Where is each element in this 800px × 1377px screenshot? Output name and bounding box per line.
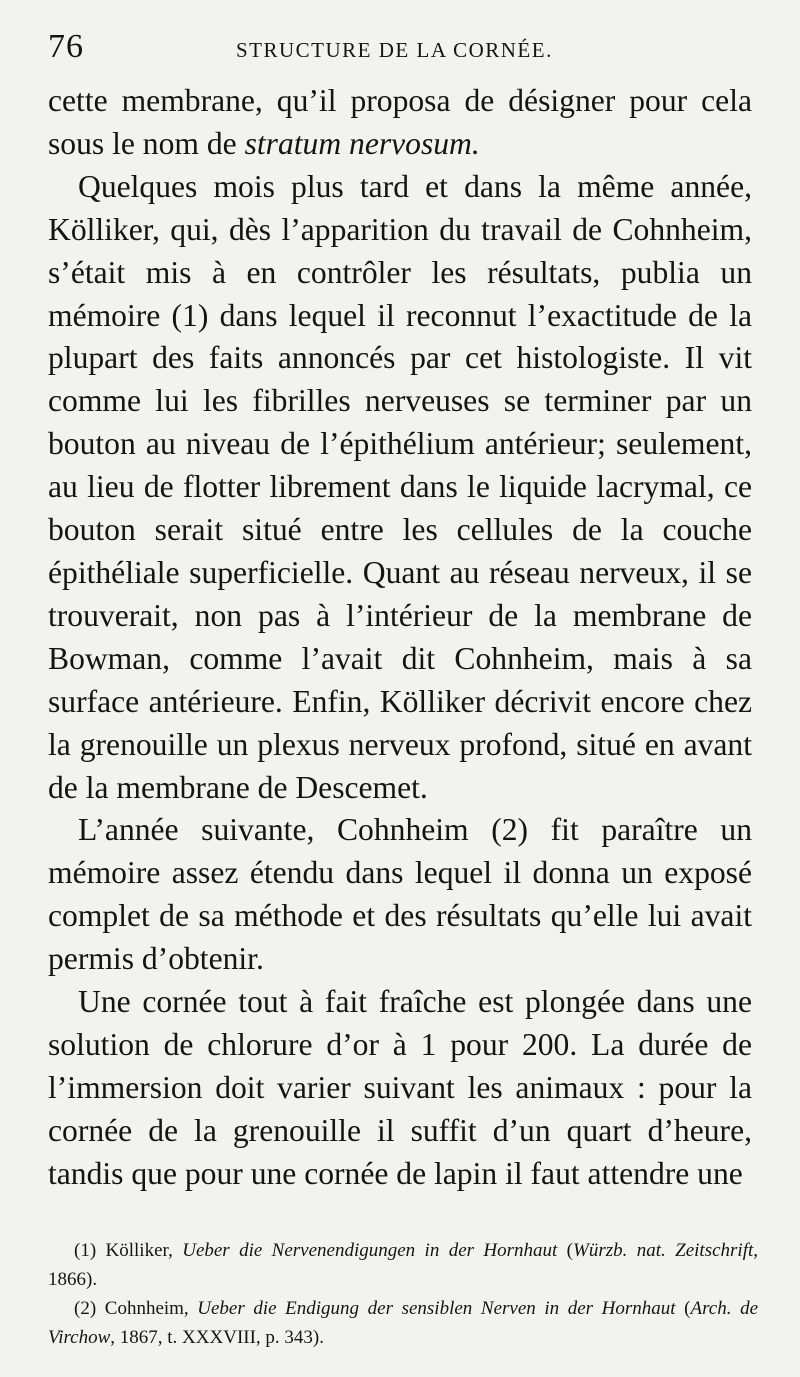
footnote-2-author: Cohnheim,	[104, 1298, 198, 1319]
footnotes	[48, 1236, 758, 1352]
footnote-2	[48, 1294, 758, 1352]
footnote-2-title: Ueber die Endigung der sensiblen Nerven in der Hornhaut	[197, 1298, 676, 1319]
paragraph-1-italic: stratum nervosum.	[244, 125, 480, 161]
footnote-2-source-open: (	[675, 1298, 691, 1319]
paragraph-1	[48, 80, 752, 166]
footnote-1-source: Würzb. nat. Zeitschrift	[573, 1240, 754, 1261]
footnote-2-number: (2)	[74, 1298, 105, 1319]
footnote-1-source-rest: , 1866).	[48, 1240, 759, 1290]
footnote-1-author: Kölliker,	[105, 1240, 183, 1261]
page-number: 76	[48, 28, 84, 65]
footnote-1-title: Ueber die Nervenendigungen in der Hornhaut	[182, 1240, 558, 1261]
footnote-2-source: Arch. de Virchow	[48, 1298, 759, 1348]
footnote-1	[48, 1236, 758, 1294]
paragraph-4: Une cornée tout à fait fraîche est plongée dans une solution de chlorure d’or à 1 pour 200. La durée de l’immersion doit varier suivant les animaux : pour la cornée de la grenouille il suffit d’un quart d’heure, tandis que pour une cornée de lapin il faut attendre une	[48, 984, 752, 1191]
running-head: STRUCTURE DE LA CORNÉE.	[236, 38, 553, 62]
paragraph-1-text: cette membrane, qu’il proposa de désigner pour cela sous le nom de	[48, 83, 752, 161]
page-header	[48, 28, 752, 72]
paragraph-2: Quelques mois plus tard et dans la même année, Kölliker, qui, dès l’apparition du travail de Cohnheim, s’était mis à en contrôler les résultats, publia un mémoire (1) dans lequel il reconnut l’exactitude de la plupart des faits annoncés par cet histologiste. Il vit comme lui les fibrilles nerveuses se terminer par un bouton au niveau de l’épithélium antérieur; seulement, au lieu de flotter librement dans le liquide lacrymal, ce bouton serait situé entre les cellules de la couche épithéliale superficielle. Quant au réseau nerveux, il se trouverait, non pas à l’intérieur de la membrane de Bowman, comme l’avait dit Cohnheim, mais à sa surface antérieure. Enfin, Kölliker décrivit encore chez la grenouille un plexus nerveux profond, situé en avant de la membrane de Descemet.	[48, 168, 752, 805]
paragraph-3: L’année suivante, Cohnheim (2) fit paraître un mémoire assez étendu dans lequel il donna un exposé complet de sa méthode et des résultats qu’elle lui avait permis d’obtenir.	[48, 812, 752, 977]
body-text	[48, 80, 752, 1196]
footnote-1-number: (1)	[74, 1240, 106, 1261]
footnote-2-source-rest: , 1867, t. XXXVIII, p. 343).	[110, 1327, 325, 1348]
footnote-1-source-open: (	[557, 1240, 573, 1261]
